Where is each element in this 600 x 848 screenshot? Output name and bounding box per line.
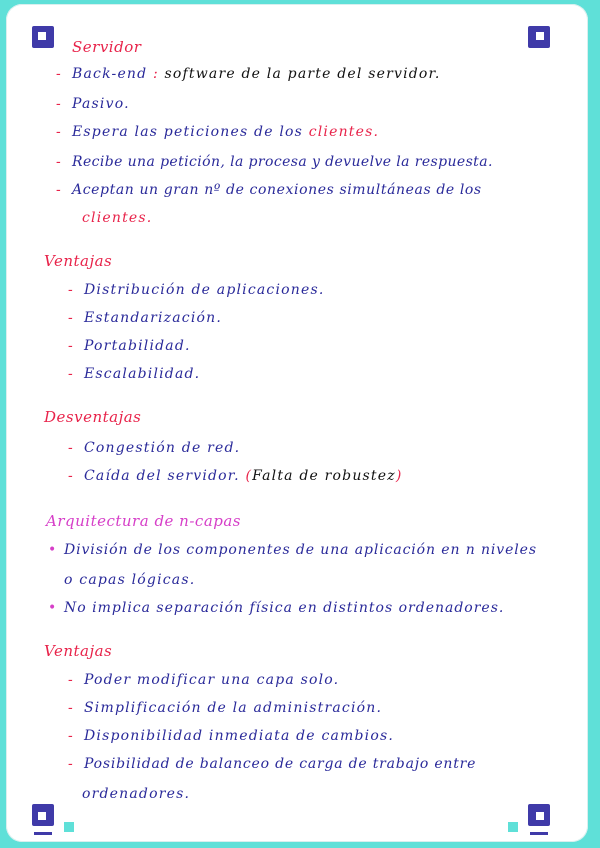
list-item: • División de los componentes de una aplicación en n niveles <box>48 542 537 558</box>
decor-square <box>64 822 74 832</box>
list-item: • No implica separación física en distintos ordenadores. <box>48 600 505 616</box>
list-item: - Portabilidad. <box>68 338 191 354</box>
decor-bar <box>34 832 52 835</box>
list-item: - Aceptan un gran nº de conexiones simultáneas de los <box>56 182 482 198</box>
list-item: - Back-end : software de la parte del servidor. <box>56 66 441 82</box>
section-title-arquitectura: Arquitectura de n-capas <box>46 512 242 530</box>
list-item: - Congestión de red. <box>68 440 241 456</box>
corner-ornament-icon <box>32 26 54 48</box>
list-item-continuation: ordenadores. <box>82 786 191 802</box>
list-item-continuation: o capas lógicas. <box>64 572 196 588</box>
list-item: - Caída del servidor. (Falta de robustez) <box>68 468 403 484</box>
corner-ornament-icon <box>528 804 550 826</box>
section-title-servidor: Servidor <box>72 38 142 56</box>
list-item: - Escalabilidad. <box>68 366 201 382</box>
section-title-ventajas-ncapas: Ventajas <box>44 642 113 660</box>
list-item: - Pasivo. <box>56 96 130 112</box>
notebook-page <box>6 4 588 842</box>
section-title-ventajas: Ventajas <box>44 252 113 270</box>
list-item: - Recibe una petición, la procesa y devuelve la respuesta. <box>56 154 493 170</box>
corner-ornament-icon <box>528 26 550 48</box>
list-item-continuation: clientes. <box>82 210 153 226</box>
list-item: - Posibilidad de balanceo de carga de trabajo entre <box>68 756 477 772</box>
list-item: - Disponibilidad inmediata de cambios. <box>68 728 395 744</box>
list-item: - Espera las peticiones de los clientes. <box>56 124 380 140</box>
decor-square <box>508 822 518 832</box>
list-item: - Simplificación de la administración. <box>68 700 383 716</box>
list-item: - Poder modificar una capa solo. <box>68 672 340 688</box>
list-item: - Distribución de aplicaciones. <box>68 282 325 298</box>
decor-bar <box>530 832 548 835</box>
section-title-desventajas: Desventajas <box>44 408 142 426</box>
list-item: - Estandarización. <box>68 310 223 326</box>
corner-ornament-icon <box>32 804 54 826</box>
